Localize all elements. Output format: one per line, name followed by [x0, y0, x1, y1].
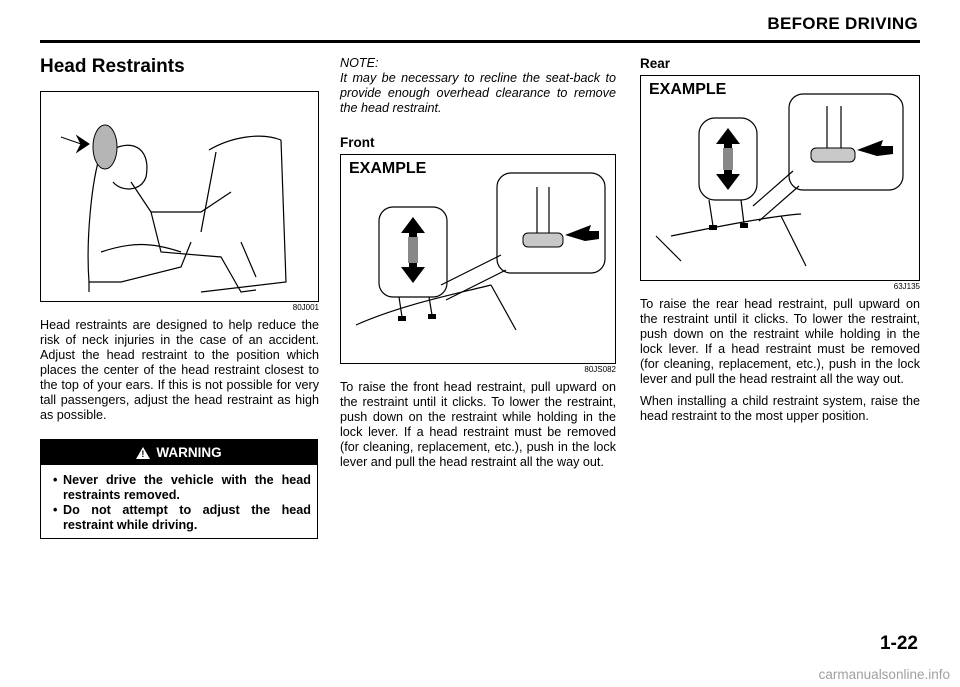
example-label: EXAMPLE	[349, 160, 427, 177]
warning-header	[41, 440, 317, 465]
figure-code: 80JS082	[584, 365, 616, 374]
section-title: Head Restraints	[40, 56, 185, 77]
figure-code: 63J135	[893, 282, 920, 291]
watermark: carmanualsonline.info	[818, 667, 950, 682]
rear-subtitle: Rear	[640, 56, 671, 71]
section-header: BEFORE DRIVING	[767, 14, 918, 33]
rear-instructions: To raise the rear head restraint, pull upward on the restraint until it clicks. To lower the restraint, push down on the restraint while holding in the lock lever. If a head restraint must be removed (for cleaning, replacement, etc.), push in the lock lever and pull the head restraint all the way out.	[640, 297, 920, 386]
warning-item: • Never drive the vehicle with the head restraints removed.	[49, 473, 311, 503]
figure-code: 80J001	[292, 303, 319, 312]
front-subtitle: Front	[340, 135, 375, 150]
header-rule	[40, 40, 920, 43]
warning-triangle-icon: !	[136, 447, 150, 459]
front-head-restraint-drawing	[341, 155, 615, 363]
warning-box	[40, 439, 318, 539]
page-number: 1-22	[879, 633, 918, 654]
note-label: NOTE:	[340, 56, 379, 70]
warning-list	[41, 465, 317, 538]
rear-head-restraint-drawing	[641, 76, 919, 280]
middle-column	[340, 56, 616, 470]
child-restraint-note: When installing a child restraint system, raise the head restraint to the most upper position.	[640, 394, 920, 423]
note-block	[340, 56, 616, 116]
intro-paragraph: Head restraints are designed to help reduce the risk of neck injuries in the case of an accident. Adjust the head restraint to the position which places the center of the head restraint closest to the top of your ears. If this is not possible for very tall passengers, adjust the head restraint as high as possible.	[40, 318, 319, 422]
front-instructions: To raise the front head restraint, pull upward on the restraint until it clicks. To lower the restraint, push down on the restraint while holding in the lock lever. If a head restraint must be removed (for cleaning, replacement, etc.), push in the lock lever and pull the head restraint all the way out.	[340, 380, 616, 469]
rear-restraint-illustration	[640, 75, 920, 281]
driver-seated-drawing	[41, 92, 318, 301]
warning-title: WARNING	[156, 445, 222, 460]
right-column	[640, 56, 920, 424]
left-column	[40, 56, 319, 539]
example-label: EXAMPLE	[649, 81, 727, 98]
warning-item: • Do not attempt to adjust the head restraint while driving.	[49, 503, 311, 533]
front-restraint-illustration	[340, 154, 616, 364]
driver-illustration	[40, 91, 319, 302]
note-text: It may be necessary to recline the seat-back to provide enough overhead clearance to remove the head restraint.	[340, 71, 616, 115]
